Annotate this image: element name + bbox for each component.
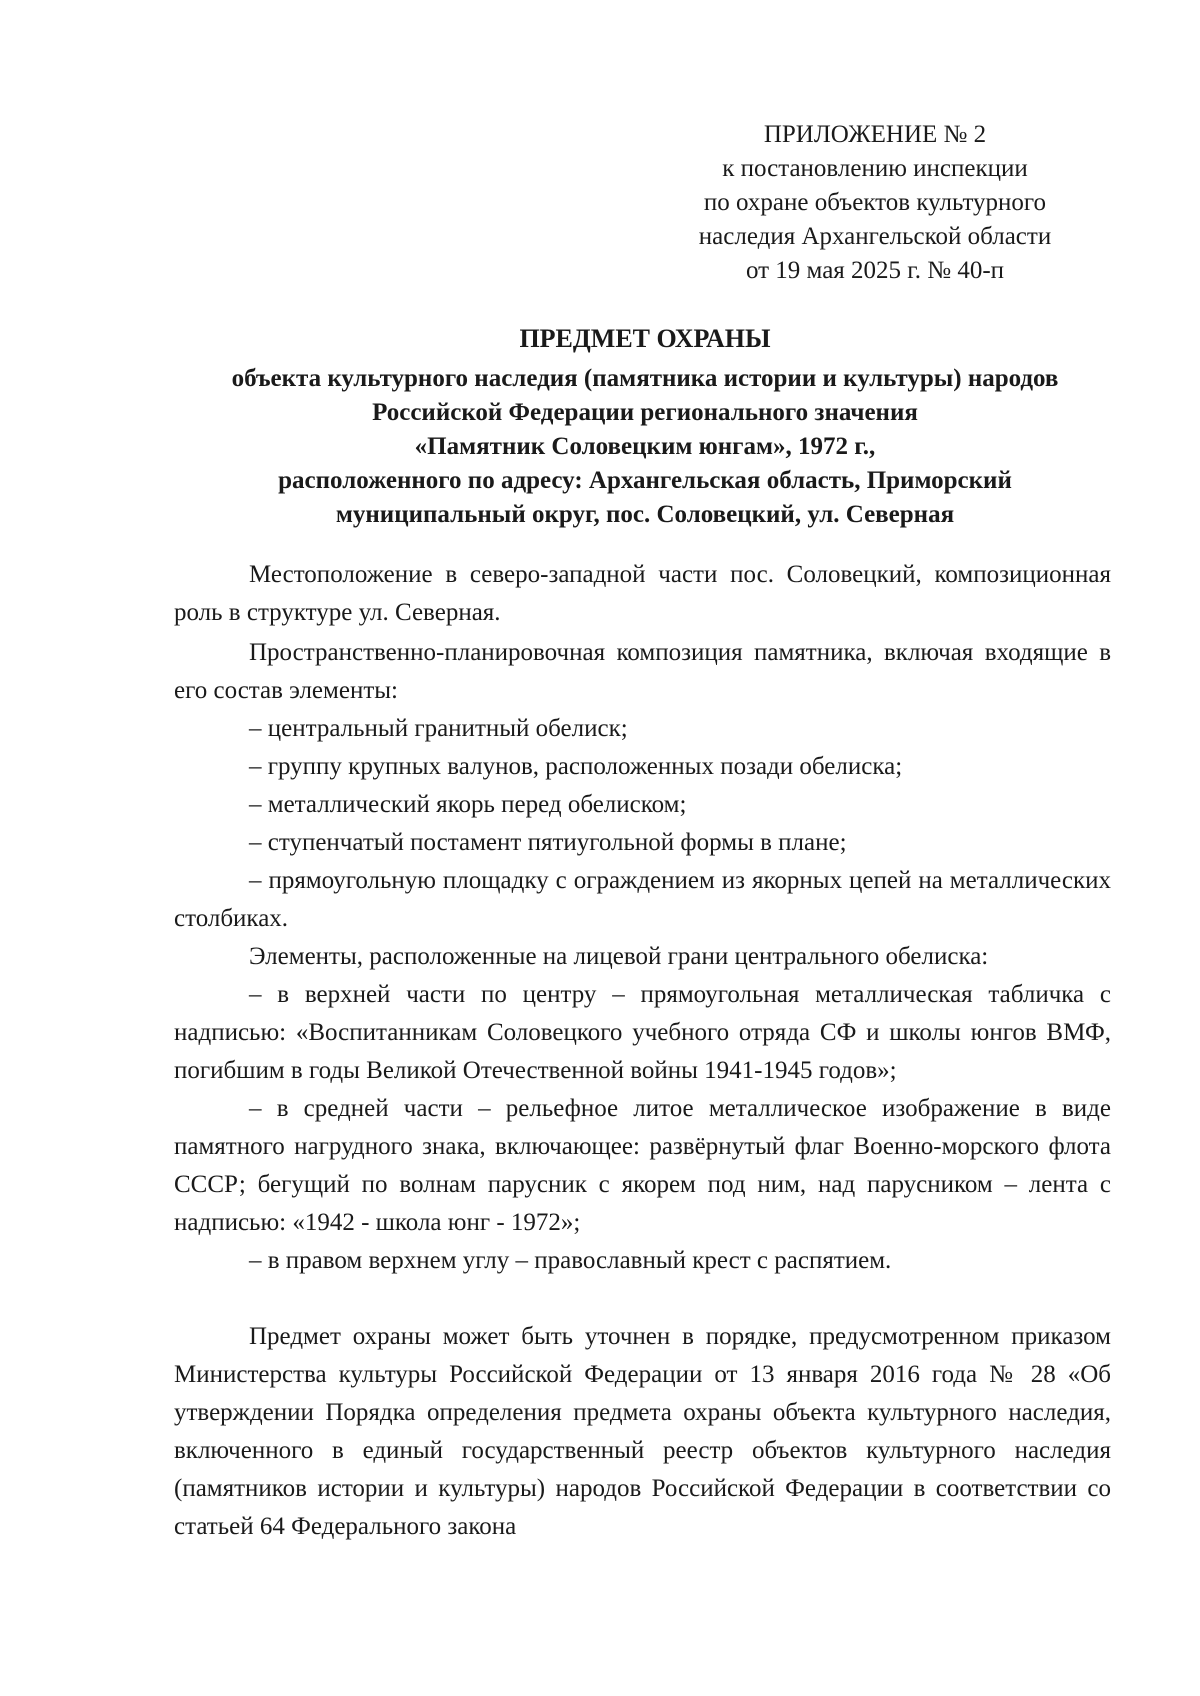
composition-intro: Пространственно-планировочная композиция памятника, включая входящие в его состав элементы: <box>174 639 1111 704</box>
title-line: «Памятник Соловецким юнгам», 1972 г., <box>414 433 876 460</box>
face-intro: Элементы, расположенные на лицевой грани центрального обелиска: <box>249 943 989 970</box>
location-paragraph: Местоположение в северо-западной части пос. Соловецкий, композиционная роль в структуре ул. Северная. <box>174 561 1111 626</box>
list-item: – группу крупных валунов, расположенных позади обелиска; <box>249 753 903 780</box>
list-item: – центральный гранитный обелиск; <box>249 715 628 742</box>
list-item: – в средней части – рельефное литое металлическое изображение в виде памятного нагрудного знака, включающее: развёрнутый флаг Военно-морского флота СССР; бегущий по волнам парусник с якорем под ним, над парусником – лента с надписью: «1942 - школа юнг - 1972»; <box>174 1095 1111 1236</box>
title-line: Российской Федерации регионального значения <box>372 399 918 426</box>
document-title <box>150 322 1140 532</box>
list-item: – прямоугольную площадку с ограждением из якорных цепей на металлических столбиках. <box>174 867 1111 932</box>
appendix-date: от 19 мая 2025 г. № 40-п <box>745 257 1005 284</box>
title-line: муниципальный округ, пос. Соловецкий, ул. Северная <box>335 501 955 528</box>
paragraph-spacer <box>174 1280 1111 1318</box>
title-line: объекта культурного наследия (памятника истории и культуры) народов <box>231 365 1059 392</box>
appendix-number: ПРИЛОЖЕНИЕ № 2 <box>763 121 987 148</box>
list-item: – в верхней части по центру – прямоугольная металлическая табличка с надписью: «Воспитанникам Соловецкого учебного отряда СФ и школы юнгов ВМФ, погибшим в годы Великой Отечественной войны 1941-1945 годов»; <box>174 981 1111 1084</box>
title-line: расположенного по адресу: Архангельская область, Приморский <box>278 467 1012 494</box>
list-item: – в правом верхнем углу – православный крест с распятием. <box>249 1247 892 1274</box>
list-item: – металлический якорь перед обелиском; <box>249 791 687 818</box>
title-heading: ПРЕДМЕТ ОХРАНЫ <box>519 324 771 353</box>
document-body <box>174 556 1111 1546</box>
appendix-line: наследия Архангельской области <box>698 223 1052 250</box>
closing-paragraph: Предмет охраны может быть уточнен в порядке, предусмотренном приказом Министерства культуры Российской Федерации от 13 января 2016 года № 28 «Об утверждении Порядка определения предмета охраны объекта культурного наследия, включенного в единый государственный реестр объектов культурного наследия (памятников истории и культуры) народов Российской Федерации в соответствии со статьей 64 Федерального закона <box>174 1323 1111 1540</box>
appendix-line: к постановлению инспекции <box>722 155 1028 182</box>
list-item: – ступенчатый постамент пятиугольной формы в плане; <box>249 829 847 856</box>
appendix-line: по охране объектов культурного <box>703 189 1047 216</box>
appendix-header <box>640 118 1110 288</box>
